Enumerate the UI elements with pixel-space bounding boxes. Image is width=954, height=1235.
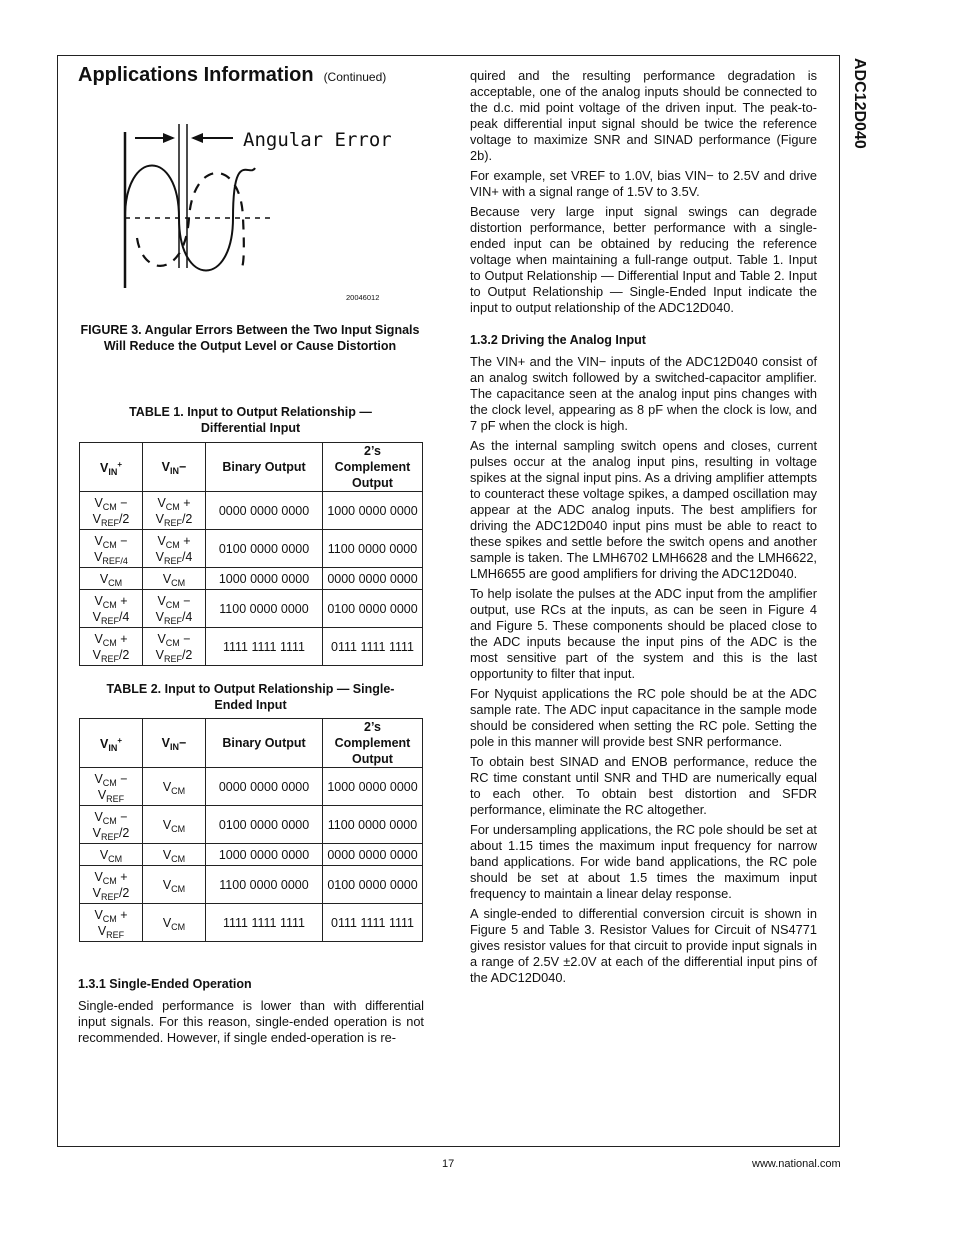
header-twos: 2’s Complement Output <box>323 719 423 768</box>
paragraph: To obtain best SINAD and ENOB performance, reduce the RC time constant until SNR and THD are numerically equal to each other. To obtain best distortion and SFDR performance, eliminate the RC altogether. <box>470 754 817 817</box>
cell-binary: 0100 0000 0000 <box>206 530 323 568</box>
cell-vin-plus: $V_{CM}$ + $V_{REF}$ <box>80 904 143 942</box>
cell-twos: 1000 0000 0000 <box>323 768 423 806</box>
cell-vin-plus: $V_{CM}$ + $V_{REF}/4$ <box>80 590 143 628</box>
cell-twos: 0100 0000 0000 <box>323 590 423 628</box>
table-row <box>80 568 423 590</box>
paragraph: A single-ended to differential conversion circuit is shown in Figure 5 and Table 3. Resistor Values for Circuit of NS4771 gives resistor values for that circuit to provide input signals in a range of 2.5V ±2.0V at each of the differential input pins of the ADC12D040. <box>470 906 817 985</box>
table-row <box>80 768 423 806</box>
table1 <box>79 442 423 666</box>
table2 <box>79 718 423 942</box>
angular-error-label: Angular Error <box>243 129 392 151</box>
cell-vin-minus: $V_{CM}$ <box>143 866 206 904</box>
cell-vin-plus: $V_{CM}$ <box>80 568 143 590</box>
cell-binary: 1000 0000 0000 <box>206 568 323 590</box>
header-vin-minus: $V_{IN}-$ <box>143 443 206 492</box>
header-vin-minus: $V_{IN}-$ <box>143 719 206 768</box>
cell-twos: 0111 1111 1111 <box>323 904 423 942</box>
table-row <box>80 806 423 844</box>
cell-vin-minus: $V_{CM}$ <box>143 844 206 866</box>
header-twos: 2’s Complement Output <box>323 443 423 492</box>
table-header-row <box>80 443 423 492</box>
table-row <box>80 904 423 942</box>
right-column <box>470 68 817 990</box>
cell-twos: 1100 0000 0000 <box>323 806 423 844</box>
right-arrow-head <box>191 133 203 143</box>
cell-vin-plus: $V_{CM}$ <box>80 844 143 866</box>
section-131 <box>78 976 424 1050</box>
cell-binary: 1100 0000 0000 <box>206 866 323 904</box>
heading-continued: (Continued) <box>323 70 387 84</box>
cell-twos: 1000 0000 0000 <box>323 492 423 530</box>
cell-twos: 0000 0000 0000 <box>323 568 423 590</box>
cell-vin-minus: $V_{CM}$ + $V_{REF}/2$ <box>143 492 206 530</box>
paragraph: To help isolate the pulses at the ADC input from the amplifier output, use RCs at the inputs, as can be seen in Figure 4 and Figure 5. These components should be placed close to the ADC inputs because the input pins of the ADC is the most sensitive part of the system and this is the last opportunity to filter that input. <box>470 586 817 681</box>
cell-twos: 0111 1111 1111 <box>323 628 423 666</box>
paragraph: For undersampling applications, the RC pole should be set at about 1.15 times the maximum input frequency for narrow band applications. For wide band applications, the RC pole should be set at about 1.5 times the maximum input frequency to maintain a linear delay response. <box>470 822 817 901</box>
section-131-title: 1.3.1 Single-Ended Operation <box>78 977 252 991</box>
table-row <box>80 530 423 568</box>
table-row <box>80 492 423 530</box>
cell-twos: 0100 0000 0000 <box>323 866 423 904</box>
cell-binary: 1000 0000 0000 <box>206 844 323 866</box>
cell-twos: 0000 0000 0000 <box>323 844 423 866</box>
cell-binary: 1111 1111 1111 <box>206 628 323 666</box>
header-binary: Binary Output <box>206 443 323 492</box>
cell-vin-minus: $V_{CM}$ <box>143 568 206 590</box>
cell-vin-plus: $V_{CM}$ − $V_{REF}/2$ <box>80 492 143 530</box>
cell-twos: 1100 0000 0000 <box>323 530 423 568</box>
cell-vin-plus: $V_{CM}$ − $V_{REF/4}$ <box>80 530 143 568</box>
table-row <box>80 866 423 904</box>
angular-error-figure <box>115 118 395 308</box>
section-heading <box>78 64 386 87</box>
cell-vin-minus: $V_{CM}$ − $V_{REF}/4$ <box>143 590 206 628</box>
paragraph: For Nyquist applications the RC pole should be at the ADC sample rate. The ADC input capacitance in the sample mode should be considered when setting the RC pole. Setting the pole in this manner will provide best SNR performance. <box>470 686 817 749</box>
cell-vin-minus: $V_{CM}$ <box>143 806 206 844</box>
cell-vin-plus: $V_{CM}$ + $V_{REF}/2$ <box>80 628 143 666</box>
cell-binary: 1111 1111 1111 <box>206 904 323 942</box>
table-header-row <box>80 719 423 768</box>
paragraph: quired and the resulting performance degradation is acceptable, one of the analog inputs should be connected to the d.c. mid point voltage of the driven input. The peak-to-peak differential input signal should be twice the reference voltage to maximize SNR and SINAD performance (Figure 2b). <box>470 68 817 163</box>
figure-caption: FIGURE 3. Angular Errors Between the Two Input Signals Will Reduce the Output Level or Cause Distortion <box>80 323 420 353</box>
left-arrow-head <box>163 133 175 143</box>
paragraph: The VIN+ and the VIN− inputs of the ADC12D040 consist of an analog switch followed by a switched-capacitor amplifier. The capacitance seen at the analog input pins changes with the clock level, appearing as 8 pF when the clock is low, and 7 pF when the clock is high. <box>470 354 817 433</box>
paragraph: Because very large input signal swings can degrade distortion performance, better performance with a single-ended input can be obtained by reducing the reference voltage when maintaining a full-range output. Table 1. Input to Output Relationship — Differential Input and Table 2. Input to Output Relationship — Single-Ended Input indicate the input to output relationship of the ADC12D040. <box>470 204 817 315</box>
cell-vin-minus: $V_{CM}$ <box>143 904 206 942</box>
section-132-title: 1.3.2 Driving the Analog Input <box>470 333 646 347</box>
cell-vin-plus: $V_{CM}$ − $V_{REF}$ <box>80 768 143 806</box>
table-row <box>80 590 423 628</box>
table2-title: TABLE 2. Input to Output Relationship — Single-Ended Input <box>106 682 395 712</box>
cell-binary: 0000 0000 0000 <box>206 768 323 806</box>
cell-vin-plus: $V_{CM}$ − $V_{REF}/2$ <box>80 806 143 844</box>
cell-vin-minus: $V_{CM}$ − $V_{REF}/2$ <box>143 628 206 666</box>
header-vin-plus: $V_{IN}^+$ <box>80 719 143 768</box>
cell-binary: 0100 0000 0000 <box>206 806 323 844</box>
table1-title: TABLE 1. Input to Output Relationship — Differential Input <box>129 405 372 435</box>
page-number: 17 <box>442 1158 455 1170</box>
footer-url[interactable]: www.national.com <box>752 1158 841 1170</box>
cell-vin-minus: $V_{CM}$ + $V_{REF}/4$ <box>143 530 206 568</box>
side-part-number: ADC12D040 <box>851 58 868 149</box>
cell-binary: 0000 0000 0000 <box>206 492 323 530</box>
figure-code: 20046012 <box>346 293 380 302</box>
cell-vin-minus: $V_{CM}$ <box>143 768 206 806</box>
section-131-text: Single-ended performance is lower than with differential input signals. For this reason, single-ended operation is not recommended. However, if single ended-operation is re- <box>78 998 424 1045</box>
cell-vin-plus: $V_{CM}$ + $V_{REF}/2$ <box>80 866 143 904</box>
cell-binary: 1100 0000 0000 <box>206 590 323 628</box>
table-row <box>80 628 423 666</box>
heading-title: Applications Information <box>78 64 314 86</box>
dashed-waveform <box>137 173 244 268</box>
header-vin-plus: $V_{IN}^+$ <box>80 443 143 492</box>
header-binary: Binary Output <box>206 719 323 768</box>
table-row <box>80 844 423 866</box>
paragraph: For example, set VREF to 1.0V, bias VIN− to 2.5V and drive VIN+ with a signal range of 1.5V to 3.5V. <box>470 168 817 199</box>
paragraph: As the internal sampling switch opens and closes, current pulses occur at the analog input pins, resulting in voltage spikes at the signal input pins. As a driving amplifier attempts to counteract these voltage spikes, a damped oscillation may appear at the ADC analog inputs. The best amplifiers for driving the ADC12D040 input pins must be able to react to these spikes and settle before the switch opens and another sample is taken. The LMH6702 LMH6628 and the LMH6622, LMH6655 are good amplifiers for driving the ADC12D040. <box>470 438 817 581</box>
